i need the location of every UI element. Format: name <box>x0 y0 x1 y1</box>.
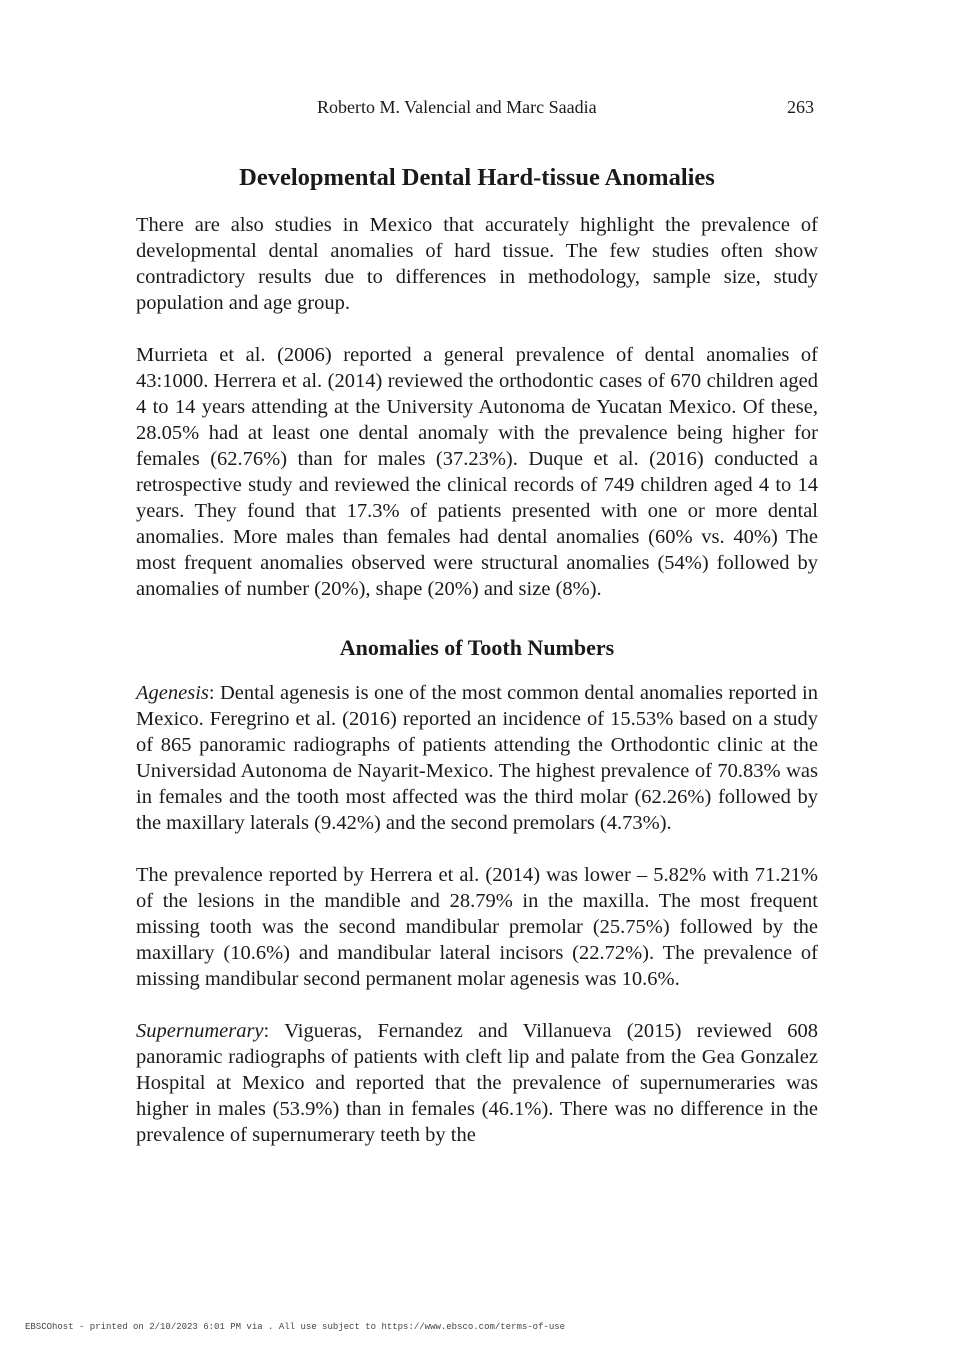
agenesis-term: Agenesis <box>136 682 209 704</box>
section-heading-tooth-numbers: Anomalies of Tooth Numbers <box>339 635 615 660</box>
paragraph-supernumerary <box>136 1018 818 1148</box>
paragraph-intro: There are also studies in Mexico that accurately highlight the prevalence of developmental dental anomalies of hard tissue. The few studies often show contradictory results due to differences in methodology, sample size, study population and age group. <box>136 214 818 314</box>
section-heading-developmental-anomalies: Developmental Dental Hard-tissue Anomalies <box>239 164 715 191</box>
page-body <box>136 160 818 1148</box>
page-number: 263 <box>787 97 814 117</box>
running-head-authors: Roberto M. Valencial and Marc Saadia <box>317 97 597 117</box>
paragraph-murrieta: Murrieta et al. (2006) reported a general prevalence of dental anomalies of 43:1000. Herrera et al. (2014) reviewed the orthodontic cases of 670 children aged 4 to 14 years attending at the University Autonoma de Yucatan Mexico. Of these, 28.05% had at least one dental anomaly with the prevalence being higher for females (62.76%) than for males (37.23%). Duque et al. (2016) conducted a retrospective study and reviewed the clinical records of 749 children aged 4 to 14 years. They found that 17.3% of patients presented with one or more dental anomalies. More males than females had dental anomalies (60% vs. 40%) The most frequent anomalies observed were structural anomalies (54%) followed by anomalies of number (20%), shape (20%) and size (8%). <box>136 344 818 600</box>
ebsco-footer: EBSCOhost - printed on 2/10/2023 6:01 PM via . All use subject to https://www.ebsco.com/terms-of-use <box>25 1322 566 1332</box>
paragraph-agenesis <box>136 680 818 836</box>
paragraph-herrera-prevalence: The prevalence reported by Herrera et al. (2014) was lower – 5.82% with 71.21% of the lesions in the mandible and 28.79% in the maxilla. The most frequent missing tooth was the second mandibular premolar (25.75%) followed by the maxillary (10.6%) and mandibular lateral incisors (22.72%). The prevalence of missing mandibular second permanent molar agenesis was 10.6%. <box>136 864 818 990</box>
agenesis-text: : Dental agenesis is one of the most common dental anomalies reported in Mexico. Feregrino et al. (2016) reported an incidence of 15.53% based on a study of 865 panoramic radiographs of patients attending the Orthodontic clinic at the Universidad Autonoma de Nayarit-Mexico. The highest prevalence of 70.83% was in females and the tooth most affected was the third molar (62.26%) followed by the maxillary laterals (9.42%) and the second premolars (4.73%). <box>136 682 818 834</box>
supernumerary-text: : Vigueras, Fernandez and Villanueva (2015) reviewed 608 panoramic radiographs of patients with cleft lip and palate from the Gea Gonzalez Hospital at Mexico and reported that the prevalence of supernumeraries was higher in males (53.9%) than in females (46.1%). There was no difference in the prevalence of supernumerary teeth by the <box>136 1020 818 1146</box>
running-head <box>0 97 955 121</box>
supernumerary-term: Supernumerary <box>136 1020 264 1042</box>
